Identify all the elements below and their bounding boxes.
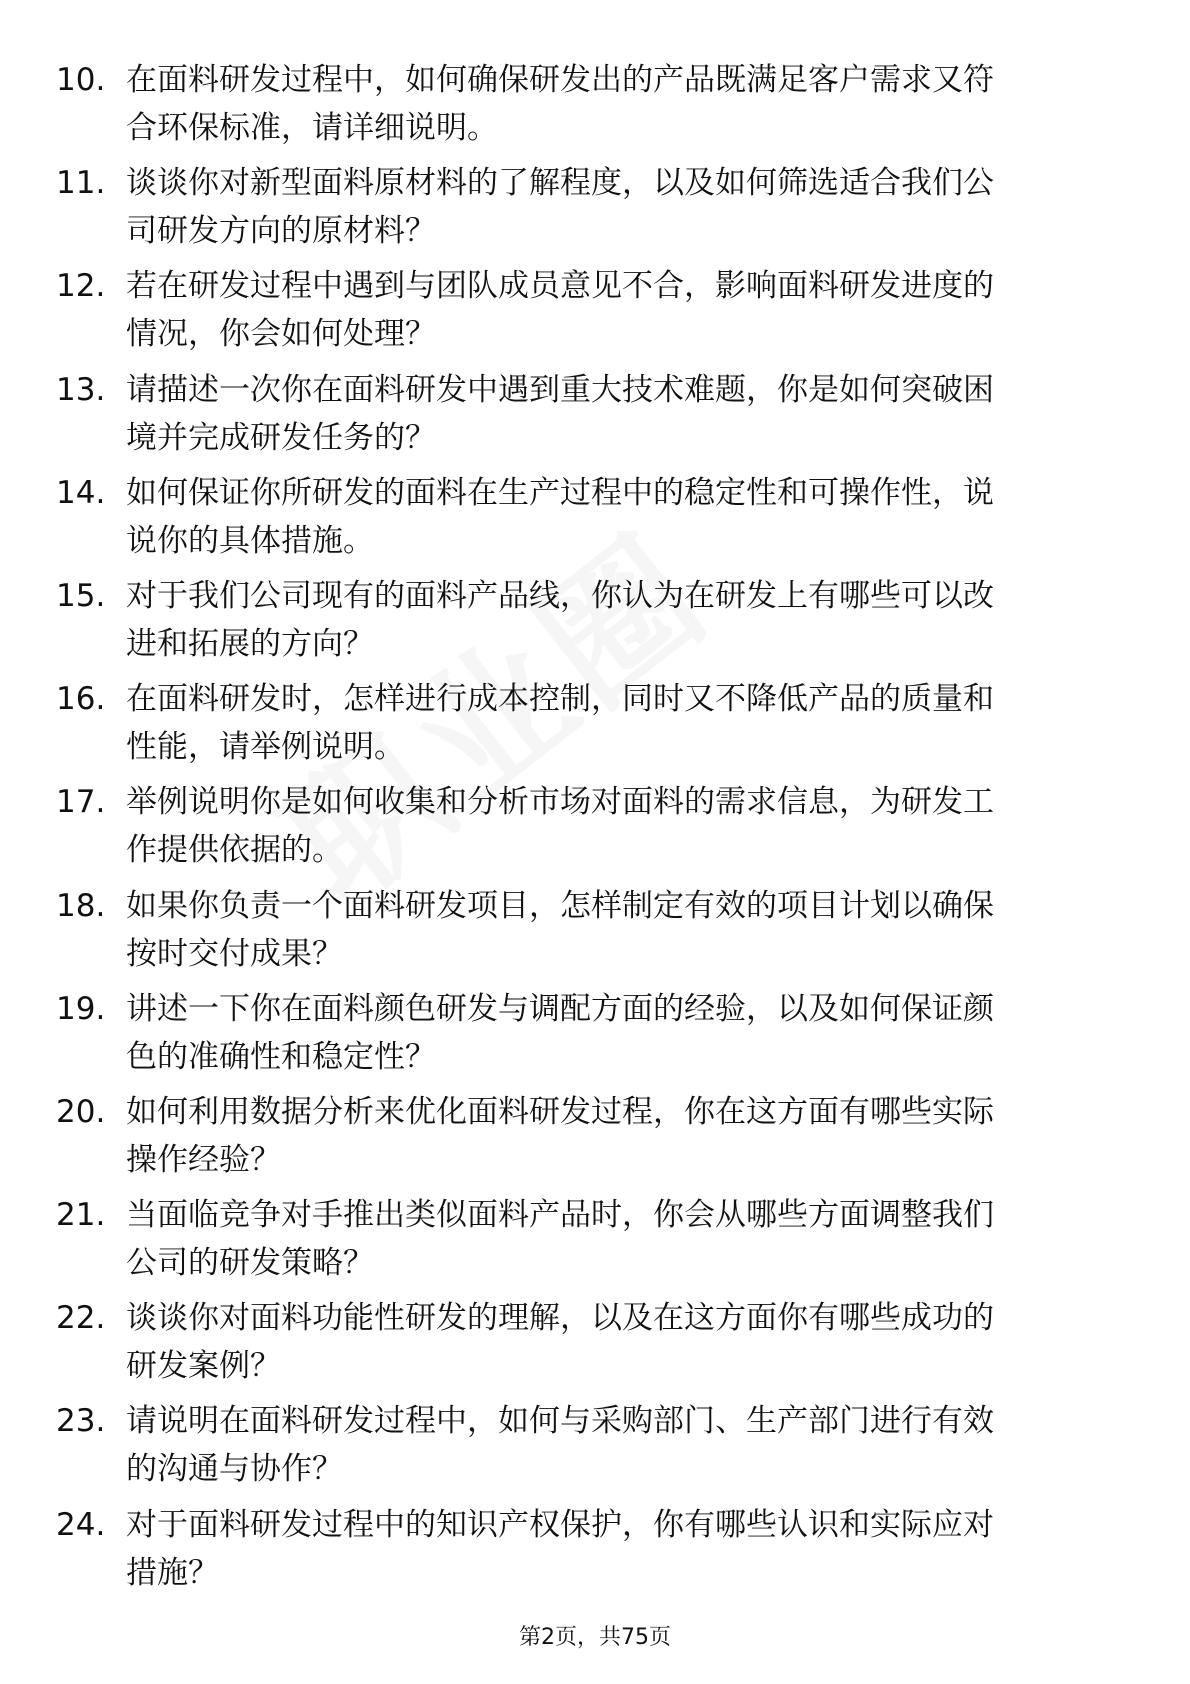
question-number: 11. bbox=[56, 165, 106, 202]
question-text: 对于面料研发过程中的知识产权保护，你有哪些认识和实际应对 措施？ bbox=[126, 1506, 994, 1591]
question-number: 14. bbox=[56, 474, 106, 511]
question-item bbox=[0, 56, 1190, 159]
question-item bbox=[0, 882, 1190, 985]
question-item bbox=[0, 1501, 1190, 1604]
question-number: 21. bbox=[56, 1197, 106, 1234]
question-text: 对于我们公司现有的面料产品线，你认为在研发上有哪些可以改 进和拓展的方向？ bbox=[126, 577, 994, 662]
question-number: 10. bbox=[56, 62, 106, 98]
question-item bbox=[0, 985, 1190, 1088]
question-item bbox=[0, 572, 1190, 675]
question-text: 如何利用数据分析来优化面料研发过程，你在这方面有哪些实际 操作经验？ bbox=[126, 1093, 994, 1178]
question-number: 20. bbox=[56, 1093, 106, 1130]
question-item bbox=[0, 1294, 1190, 1397]
question-item bbox=[0, 1088, 1190, 1191]
question-number: 23. bbox=[56, 1403, 106, 1440]
question-item bbox=[0, 159, 1190, 262]
question-text: 谈谈你对面料功能性研发的理解，以及在这方面你有哪些成功的 研发案例？ bbox=[126, 1300, 994, 1385]
question-number: 18. bbox=[56, 887, 106, 924]
question-text: 谈谈你对新型面料原材料的了解程度，以及如何筛选适合我们公 司研发方向的原材料？ bbox=[126, 165, 994, 250]
question-item bbox=[0, 1191, 1190, 1294]
question-text: 请说明在面料研发过程中，如何与采购部门、生产部门进行有效 的沟通与协作？ bbox=[126, 1403, 994, 1488]
question-text: 在面料研发过程中，如何确保研发出的产品既满足客户需求又符 合环保标准，请详细说明。 bbox=[126, 62, 994, 146]
question-item bbox=[0, 262, 1190, 365]
question-number: 24. bbox=[56, 1506, 106, 1543]
question-number: 15. bbox=[56, 577, 106, 614]
question-text: 在面料研发时，怎样进行成本控制，同时又不降低产品的质量和 性能，请举例说明。 bbox=[126, 681, 994, 766]
question-text: 若在研发过程中遇到与团队成员意见不合，影响面料研发进度的 情况，你会如何处理？ bbox=[126, 268, 994, 353]
question-item bbox=[0, 1397, 1190, 1500]
question-text: 讲述一下你在面料颜色研发与调配方面的经验，以及如何保证颜 色的准确性和稳定性？ bbox=[126, 990, 994, 1075]
question-text: 请描述一次你在面料研发中遇到重大技术难题，你是如何突破困 境并完成研发任务的？ bbox=[126, 371, 994, 456]
question-number: 17. bbox=[56, 784, 106, 821]
question-item bbox=[0, 778, 1190, 881]
question-item bbox=[0, 675, 1190, 778]
question-number: 13. bbox=[56, 371, 106, 408]
question-number: 22. bbox=[56, 1300, 106, 1337]
question-list bbox=[0, 56, 1190, 1604]
question-number: 16. bbox=[56, 681, 106, 718]
question-number: 12. bbox=[56, 268, 106, 305]
question-item bbox=[0, 469, 1190, 572]
question-text: 如何保证你所研发的面料在生产过程中的稳定性和可操作性，说 说你的具体措施。 bbox=[126, 474, 994, 559]
question-item bbox=[0, 366, 1190, 469]
question-number: 19. bbox=[56, 990, 106, 1027]
question-text: 如果你负责一个面料研发项目，怎样制定有效的项目计划以确保 按时交付成果？ bbox=[126, 887, 994, 972]
question-text: 当面临竞争对手推出类似面料产品时，你会从哪些方面调整我们 公司的研发策略？ bbox=[126, 1197, 994, 1282]
page-footer: 第2页，共75页 bbox=[519, 1625, 671, 1650]
question-text: 举例说明你是如何收集和分析市场对面料的需求信息，为研发工 作提供依据的。 bbox=[126, 784, 994, 869]
